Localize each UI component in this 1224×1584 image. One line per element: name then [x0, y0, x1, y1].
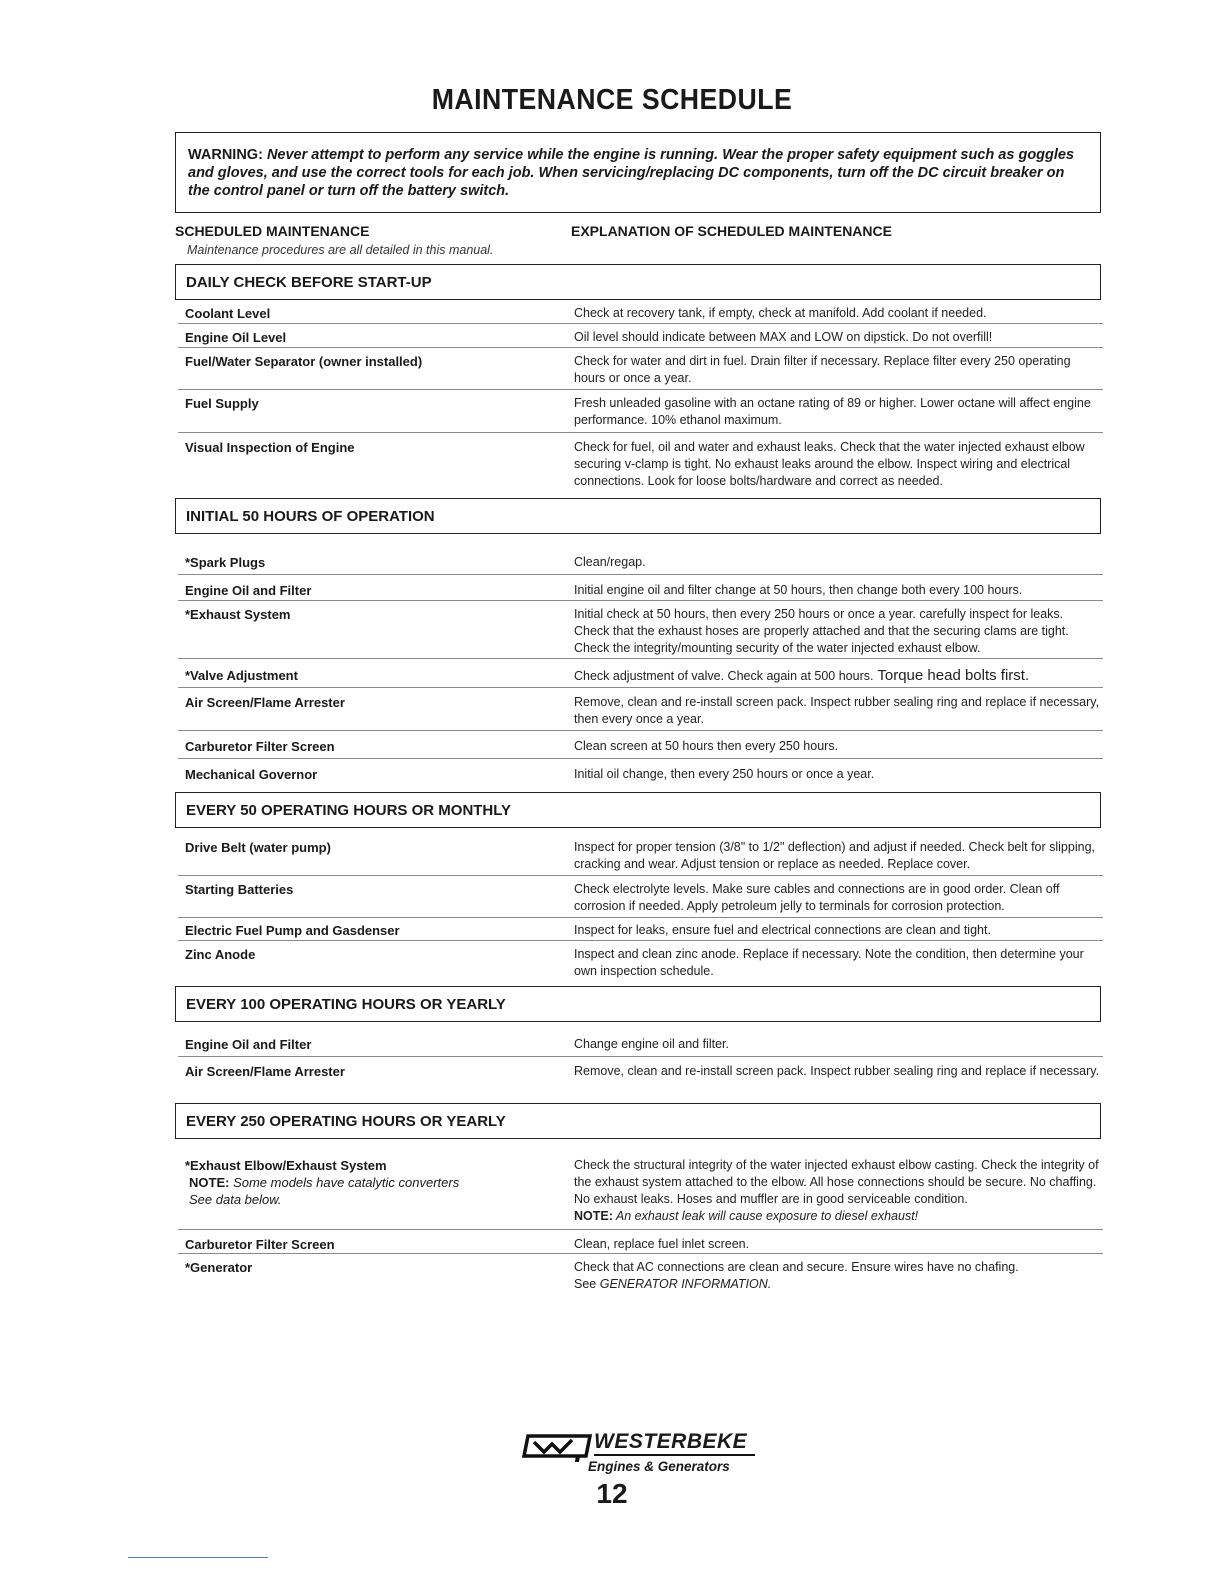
- warning-text: Never attempt to perform any service while the engine is running. Wear the proper safety equipment such as goggles and gloves, and use the correct tools for each job. When servicing/replacing DC components, turn off the DC circuit breaker on the control panel or turn off the battery switch.: [188, 147, 1075, 199]
- westerbeke-emblem-icon: [522, 1432, 596, 1462]
- row-desc: Oil level should indicate between MAX and LOW on dipstick. Do not overfill!: [574, 330, 993, 344]
- table-row: [178, 329, 1103, 348]
- row-desc: Initial check at 50 hours, then every 250 hours or once a year. carefully inspect for leaks. Check that the exhaust hoses are properly attached and that the securing clams are tight. Check the integrity/mounting security of the water injected exhaust elbow.: [574, 607, 1069, 655]
- row-desc-text: Check that AC connections are clean and secure. Ensure wires have no chafing.: [574, 1260, 1019, 1274]
- row-desc: Check for fuel, oil and water and exhaust leaks. Check that the water injected exhaust elbow securing v-clamp is tight. No exhaust leaks around the elbow. Inspect wiring and electrical connections. Look for loose bolts/hardware and correct as needed.: [574, 440, 1085, 488]
- row-desc: Check for water and dirt in fuel. Drain filter if necessary. Replace filter every 250 operating hours or once a year.: [574, 354, 1071, 385]
- table-row: [178, 1236, 1103, 1254]
- row-item: Carburetor Filter Screen: [185, 1237, 335, 1252]
- table-row: [178, 738, 1103, 759]
- row-desc: Fresh unleaded gasoline with an octane rating of 89 or higher. Lower octane will affect engine performance. 10% ethanol maximum.: [574, 396, 1091, 427]
- row-desc: Clean screen at 50 hours then every 250 hours.: [574, 739, 839, 753]
- table-row: [178, 946, 1103, 982]
- table-row: [178, 766, 1103, 786]
- row-item: *Generator: [185, 1260, 253, 1275]
- row-item: Carburetor Filter Screen: [185, 739, 335, 754]
- row-desc: [574, 1259, 1102, 1293]
- row-item: Engine Oil and Filter: [185, 1037, 312, 1052]
- page-title: MAINTENANCE SCHEDULE: [431, 84, 793, 116]
- table-row: [178, 1036, 1103, 1057]
- row-desc-note: An exhaust leak will cause exposure to diesel exhaust!: [612, 1209, 919, 1223]
- table-row: [178, 305, 1103, 324]
- row-item: Air Screen/Flame Arrester: [185, 695, 345, 710]
- column-heading-scheduled: SCHEDULED MAINTENANCE: [175, 223, 370, 239]
- table-row: [178, 694, 1103, 731]
- row-desc: [574, 1157, 1102, 1225]
- table-row: [178, 582, 1103, 601]
- row-desc-text: Check the structural integrity of the water injected exhaust elbow casting. Check the integrity of the exhaust system attached to the elbow. All hose connections should be secure. No chaffing. No exhaust leaks. Hoses and muffler are in good serviceable condition.: [574, 1158, 1099, 1206]
- row-item: Starting Batteries: [185, 882, 294, 897]
- westerbeke-logo: [522, 1430, 772, 1480]
- table-row: [178, 395, 1103, 433]
- table-row: [178, 922, 1103, 941]
- row-desc-extra: Torque head bolts first.: [873, 667, 1030, 684]
- table-row: [178, 554, 1103, 575]
- row-desc-note-label: NOTE:: [574, 1209, 613, 1223]
- table-row: [178, 439, 1103, 493]
- row-item: Engine Oil and Filter: [185, 583, 312, 598]
- row-desc: Remove, clean and re-install screen pack. Inspect rubber sealing ring and replace if necessary.: [574, 1064, 1100, 1078]
- warning-label: WARNING:: [188, 147, 263, 163]
- section-every-50-hours: EVERY 50 OPERATING HOURS OR MONTHLY: [175, 792, 1101, 828]
- section-daily-check: DAILY CHECK BEFORE START-UP: [175, 264, 1101, 300]
- row-desc: Inspect and clean zinc anode. Replace if necessary. Note the condition, then determine your own inspection schedule.: [574, 947, 1084, 978]
- row-item: [185, 1157, 565, 1208]
- table-row: [178, 839, 1103, 876]
- row-item: *Valve Adjustment: [185, 668, 298, 683]
- page-number: 12: [596, 1478, 628, 1509]
- table-row: [178, 606, 1103, 659]
- row-desc: Inspect for proper tension (3/8" to 1/2" deflection) and adjust if needed. Check belt for slipping, cracking and wear. Adjust tension or replace as needed. Replace cover.: [574, 840, 1095, 871]
- row-item: *Exhaust System: [185, 607, 291, 622]
- row-desc: Check electrolyte levels. Make sure cables and connections are in good order. Clean off corrosion if needed. Apply petroleum jelly to terminals for corrosion protection.: [574, 882, 1060, 913]
- manual-note: Maintenance procedures are all detailed in this manual.: [187, 243, 494, 257]
- row-desc: Inspect for leaks, ensure fuel and electrical connections are clean and tight.: [574, 923, 991, 937]
- row-desc: Change engine oil and filter.: [574, 1037, 729, 1051]
- row-item: *Spark Plugs: [185, 555, 266, 570]
- row-item-note-label: NOTE:: [189, 1175, 230, 1190]
- row-item-note-2: See data below.: [189, 1192, 282, 1207]
- row-item: Visual Inspection of Engine: [185, 440, 355, 455]
- row-desc: Initial oil change, then every 250 hours or once a year.: [574, 767, 875, 781]
- row-item-title: *Exhaust Elbow/Exhaust System: [185, 1158, 387, 1173]
- row-item: Drive Belt (water pump): [185, 840, 331, 855]
- row-item: Electric Fuel Pump and Gasdenser: [185, 923, 400, 938]
- row-desc: Check at recovery tank, if empty, check at manifold. Add coolant if needed.: [574, 306, 987, 320]
- row-item: Air Screen/Flame Arrester: [185, 1064, 345, 1079]
- table-row: [178, 1063, 1103, 1099]
- row-item: Zinc Anode: [185, 947, 256, 962]
- row-item: Fuel Supply: [185, 396, 259, 411]
- row-desc: Clean/regap.: [574, 555, 646, 569]
- section-every-100-hours: EVERY 100 OPERATING HOURS OR YEARLY: [175, 986, 1101, 1022]
- table-row: [178, 1157, 1103, 1230]
- brand-name: WESTERBEKE: [594, 1430, 755, 1456]
- table-row: [178, 881, 1103, 918]
- table-row: [178, 1259, 1103, 1295]
- row-item: Engine Oil Level: [185, 330, 287, 345]
- row-desc: Clean, replace fuel inlet screen.: [574, 1237, 750, 1251]
- row-item: Mechanical Governor: [185, 767, 318, 782]
- brand-tagline: Engines & Generators: [588, 1459, 730, 1474]
- table-row: [178, 353, 1103, 390]
- section-every-250-hours: EVERY 250 OPERATING HOURS OR YEARLY: [175, 1103, 1101, 1139]
- footer-rule: [128, 1557, 268, 1558]
- row-desc: [574, 667, 1102, 685]
- column-heading-explanation: EXPLANATION OF SCHEDULED MAINTENANCE: [571, 223, 892, 239]
- row-desc: Initial engine oil and filter change at 50 hours, then change both every 100 hours.: [574, 583, 1023, 597]
- row-desc-see-ref: GENERATOR INFORMATION.: [599, 1277, 772, 1291]
- section-initial-50-hours: INITIAL 50 HOURS OF OPERATION: [175, 498, 1101, 534]
- row-item: Fuel/Water Separator (owner installed): [185, 354, 423, 369]
- warning-box: [175, 132, 1101, 213]
- row-desc-text: Check adjustment of valve. Check again at 500 hours.: [574, 669, 874, 683]
- row-item: Coolant Level: [185, 306, 271, 321]
- row-desc: Remove, clean and re-install screen pack. Inspect rubber sealing ring and replace if necessary, then every once a year.: [574, 695, 1100, 726]
- row-desc-see: See: [574, 1277, 600, 1291]
- table-row: [178, 665, 1103, 688]
- row-item-note: Some models have catalytic converters: [229, 1175, 460, 1190]
